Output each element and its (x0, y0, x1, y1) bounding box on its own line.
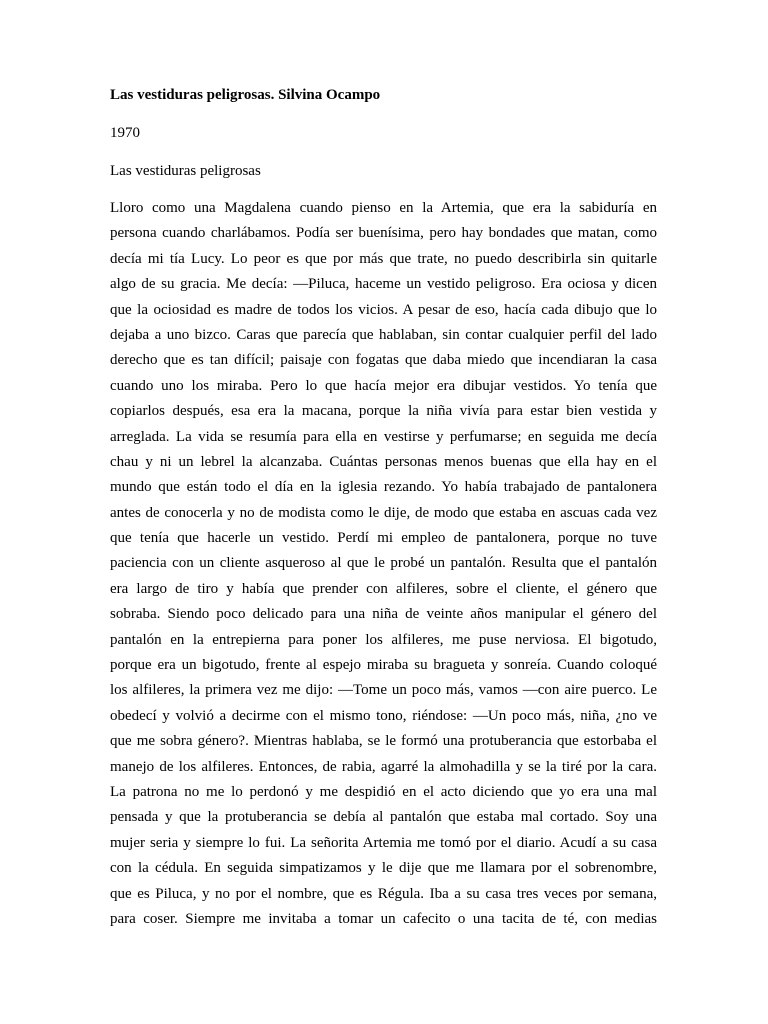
publication-year: 1970 (110, 125, 140, 141)
paragraph-line: para coser. Siempre me invitaba a tomar un cafecito o una tacita de té, con medias (110, 910, 657, 927)
paragraph-line: cuando uno los miraba. Pero lo que hacía mejor era dibujar vestidos. Yo tenía que (110, 377, 657, 394)
paragraph-line: mujer seria y siempre lo fui. La señorita Artemia me tomó por el diario. Acudí a su casa (110, 834, 657, 851)
paragraph-line: que es Piluca, y no por el nombre, que es Régula. Iba a su casa tres veces por semana, (110, 885, 657, 902)
paragraph-line: La patrona no me lo perdonó y me despidió en el acto diciendo que yo era una mal (110, 783, 657, 800)
paragraph-line: dejaba a uno bizco. Caras que parecía que hablaban, sin contar cualquier perfil del lado (110, 326, 657, 343)
paragraph-line: era largo de tiro y había que prender con alfileres, sobre el cliente, el género que (110, 580, 657, 597)
paragraph-line: decía mi tía Lucy. Lo peor es que por más que trate, no puedo describirla sin quitarle (110, 250, 657, 267)
paragraph-line: paciencia con un cliente asqueroso al que le probé un pantalón. Resulta que el pantalón (110, 555, 657, 572)
story-body (110, 196, 657, 932)
paragraph-line: obedecí y volvió a decirme con el mismo tono, riéndose: —Un poco más, niña, ¿no ve (110, 707, 657, 724)
paragraph-line: derecho que es tan difícil; paisaje con fogatas que daba miedo que incendiaran la casa (110, 352, 657, 369)
paragraph-line: Lloro como una Magdalena cuando pienso en la Artemia, que era la sabiduría en (110, 200, 657, 216)
document-title: Las vestiduras peligrosas. Silvina Ocampo (110, 87, 381, 103)
paragraph-line: copiarlos después, esa era la macana, porque la niña vivía para estar bien vestida y (110, 403, 657, 420)
paragraph-line: mundo que están todo el día en la iglesia rezando. Yo había trabajado de pantalonera (110, 479, 657, 496)
paragraph-line: porque era un bigotudo, frente al espejo miraba su bragueta y sonreía. Cuando coloqué (110, 657, 657, 674)
paragraph-line: manejo de los alfileres. Entonces, de rabia, agarré la almohadilla y se la tiré por la cara. (110, 758, 657, 775)
paragraph-line: los alfileres, la primera vez me dijo: —Tome un poco más, vamos —con aire puerco. Le (110, 682, 657, 699)
paragraph-line: que la ociosidad es madre de todos los vicios. A pesar de eso, hacía cada dibujo que lo (110, 301, 657, 318)
paragraph-line: pantalón en la entrepierna para poner los alfileres, me puse nerviosa. El bigotudo, (110, 631, 657, 648)
paragraph-line: que me sobra género?. Mientras hablaba, se le formó una protuberancia que estorbaba el (110, 733, 657, 750)
paragraph-line: algo de su gracia. Me decía: —Piluca, haceme un vestido peligroso. Era ociosa y dicen (110, 276, 657, 293)
paragraph-line: chau y ni un lebrel la alcanzaba. Cuántas personas menos buenas que ella hay en el (110, 453, 657, 470)
paragraph-line: que tenía que hacerle un vestido. Perdí mi empleo de pantalonera, porque no tuve (110, 530, 657, 547)
paragraph-line: sobraba. Siendo poco delicado para una niña de veinte años manipular el género del (110, 606, 657, 623)
story-title: Las vestiduras peligrosas (110, 163, 261, 179)
paragraph-line: persona cuando charlábamos. Podía ser buenísima, pero hay bondades que matan, como (110, 225, 657, 242)
paragraph-line: con la cédula. En seguida simpatizamos y le dije que me llamara por el sobrenombre, (110, 860, 657, 877)
paragraph-line: antes de conocerla y no de modista como le dije, de modo que estaba en ascuas cada vez (110, 504, 657, 521)
paragraph-line: pensada y que la protuberancia se debía al pantalón que estaba mal cortado. Soy una (110, 809, 657, 826)
paragraph-line: arreglada. La vida se resumía para ella en vestirse y perfumarse; en seguida me decía (110, 428, 657, 445)
